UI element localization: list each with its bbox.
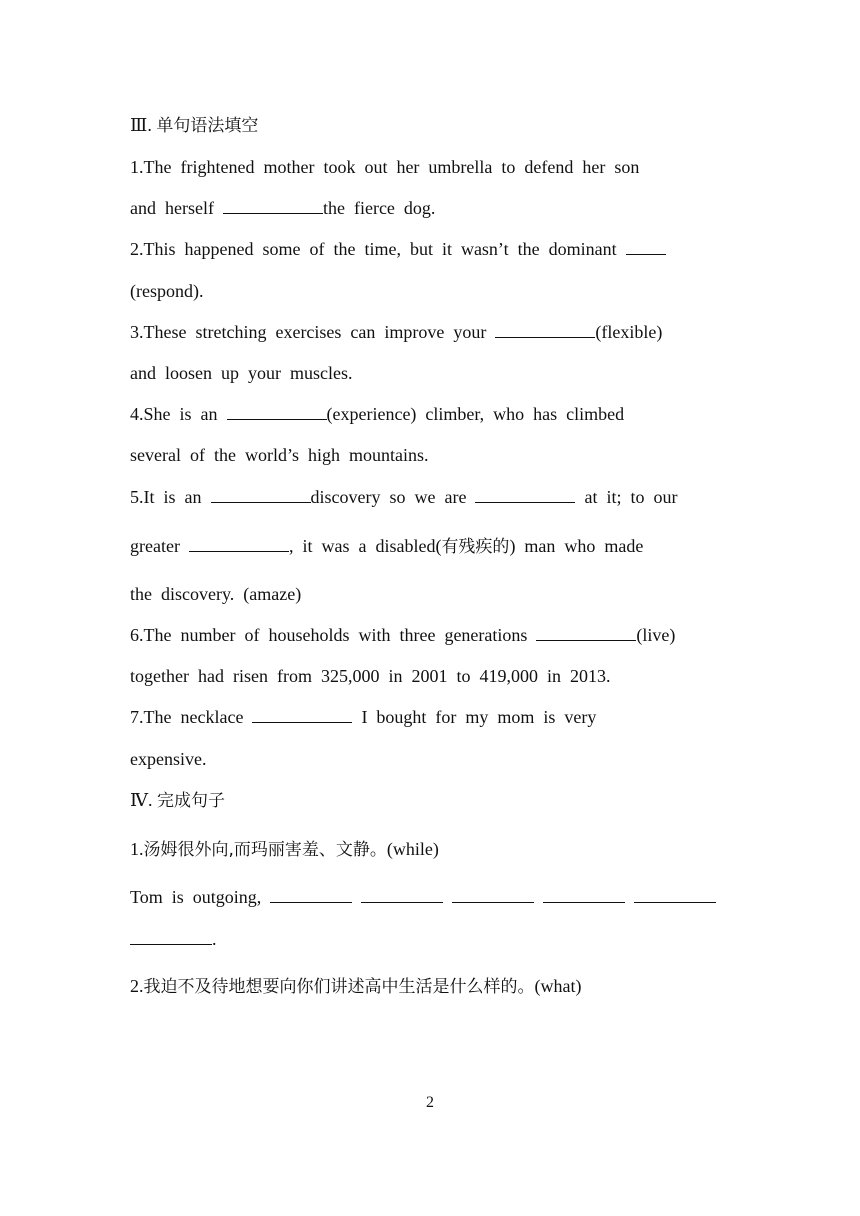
q3-4-line-1	[130, 403, 624, 425]
q3-5-text-d: greater	[130, 536, 189, 556]
q4-1-number: 1.	[130, 839, 144, 859]
q3-1-line-2	[130, 197, 435, 219]
q3-2-text: 2.This happened some of the time, but it wasn’t the dominant	[130, 239, 626, 259]
answer-blank[interactable]	[634, 886, 716, 903]
q4-1-chinese: 汤姆很外向,而玛丽害羞、文静。	[143, 840, 387, 860]
q3-1-text-a: and herself	[130, 198, 223, 218]
section-4-heading	[130, 789, 225, 812]
q4-1-hint: (while)	[386, 839, 439, 859]
answer-blank[interactable]	[452, 886, 534, 903]
q4-1-answer-prefix: Tom is outgoing,	[130, 887, 271, 907]
q3-5-text-b: discovery so we are	[310, 487, 476, 507]
q3-5-text-c: at it; to our	[575, 487, 678, 507]
q3-3-line-1	[130, 321, 662, 343]
section-3-roman: Ⅲ.	[130, 115, 157, 135]
answer-blank[interactable]	[361, 886, 443, 903]
q3-1-text-b: the fierce dog.	[322, 198, 436, 218]
q3-3-text-a: 3.These stretching exercises can improve your	[130, 322, 496, 342]
q3-2-line-2: (respond).	[130, 281, 204, 301]
answer-blank[interactable]	[223, 197, 323, 214]
q3-6-text-a: 6.The number of households with three generations	[130, 625, 537, 645]
q3-5-text-a: 5.It is an	[130, 487, 211, 507]
q3-6-line-2: together had risen from 325,000 in 2001 to 419,000 in 2013.	[130, 666, 611, 686]
q3-5-text-e: , it was a disabled(	[288, 536, 442, 556]
section-4-roman: Ⅳ.	[130, 790, 157, 810]
q3-7-line-2: expensive.	[130, 749, 207, 769]
q3-6-text-b: (live)	[636, 625, 676, 645]
q3-5-line-2	[130, 535, 643, 558]
q3-7-text-a: 7.The necklace	[130, 707, 253, 727]
q3-4-text-a: 4.She is an	[130, 404, 227, 424]
answer-blank[interactable]	[270, 886, 352, 903]
answer-blank[interactable]	[252, 706, 352, 723]
q4-1-prompt	[130, 838, 439, 861]
q4-1-period: .	[212, 929, 217, 949]
answer-blank[interactable]	[211, 486, 311, 503]
answer-blank[interactable]	[189, 535, 289, 552]
answer-blank[interactable]	[626, 238, 666, 255]
q3-5-text-f: ) man who made	[509, 536, 644, 556]
q4-2-prompt	[130, 975, 581, 998]
answer-blank[interactable]	[495, 321, 595, 338]
answer-blank[interactable]	[475, 486, 575, 503]
section-3-title: 单句语法填空	[156, 116, 259, 136]
q3-4-line-2: several of the world’s high mountains.	[130, 445, 429, 465]
section-4-title: 完成句子	[156, 791, 225, 811]
q3-3-line-2: and loosen up your muscles.	[130, 363, 353, 383]
q3-7-text-b: I bought for my mom is very	[352, 707, 597, 727]
q3-2-line-1	[130, 238, 666, 260]
page-number: 2	[426, 1094, 434, 1111]
q3-4-text-b: (experience) climber, who has climbed	[326, 404, 625, 424]
q4-2-chinese: 我迫不及待地想要向你们讲述高中生活是什么样的。	[143, 977, 535, 997]
q3-1-line-1: 1.The frightened mother took out her umbrella to defend her son	[130, 157, 640, 177]
answer-blank[interactable]	[227, 403, 327, 420]
q3-3-text-b: (flexible)	[595, 322, 663, 342]
q3-5-chinese-gloss: 有残疾的	[441, 537, 510, 557]
answer-blank[interactable]	[130, 928, 212, 945]
q4-1-answer-line-2	[130, 928, 217, 950]
answer-blank[interactable]	[536, 624, 636, 641]
q4-1-answer-line-1	[130, 886, 716, 908]
q4-2-hint: (what)	[534, 976, 582, 996]
q3-6-line-1	[130, 624, 675, 646]
q3-5-line-1	[130, 486, 677, 508]
q3-7-line-1	[130, 706, 596, 728]
section-3-heading	[130, 114, 258, 137]
answer-blank[interactable]	[543, 886, 625, 903]
q4-2-number: 2.	[130, 976, 144, 996]
q3-5-line-3: the discovery. (amaze)	[130, 584, 302, 604]
